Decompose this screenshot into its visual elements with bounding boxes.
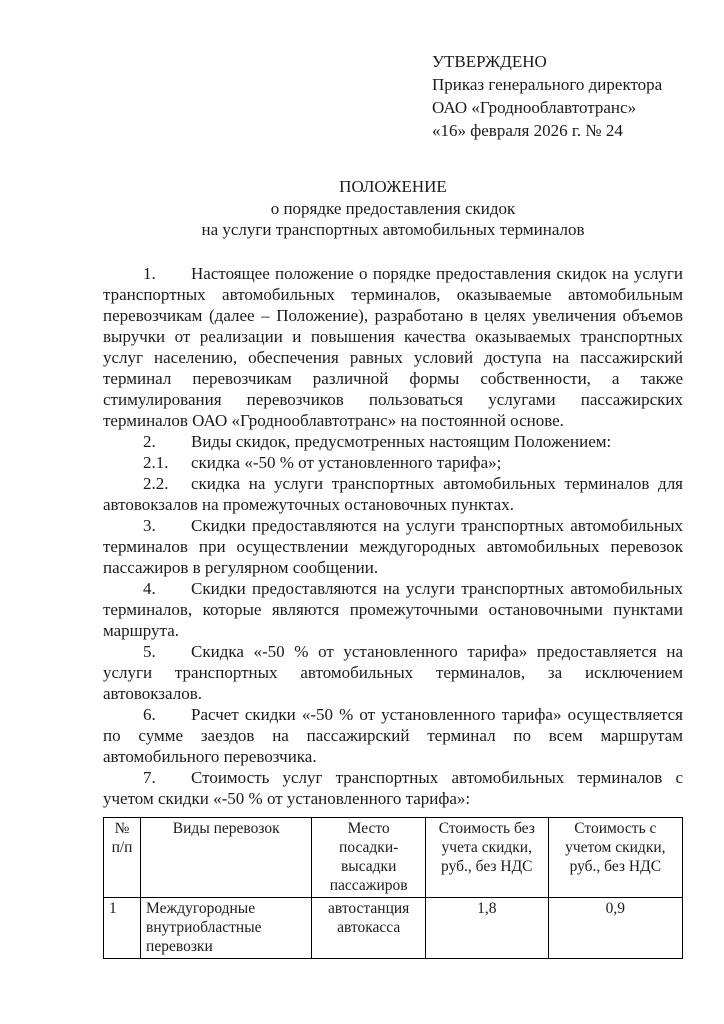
approval-line: ОАО «Гроднооблавтотранс» <box>432 98 637 117</box>
paragraph-text: Настоящее положение о порядке предоставления скидок на услуги транспортных автомобильных терминалов, оказываемые автомобильным перевозчикам (далее – Положение), разработано в целях увеличения объемов выручки от реализации и повышения качества оказываемых транспортных услуг населению, обеспечения равных условий доступа на пассажирский терминал перевозчикам различной формы собственности, а также стимулирования перевозчиков пользоваться услугами пассажирских терминалов ОАО «Гроднооблавтотранс» на постоянной основе. <box>103 263 683 430</box>
rates-table <box>103 817 683 959</box>
paragraph-text: Виды скидок, предусмотренных настоящим Положением: <box>191 431 612 451</box>
table-cell-number: 1 <box>104 897 141 958</box>
paragraph-text: Скидки предоставляются на услуги транспортных автомобильных терминалов, которые являются промежуточными остановочными пунктами маршрута. <box>103 578 683 640</box>
paragraph-text: Стоимость услуг транспортных автомобильных терминалов с учетом скидки «-50 % от установленного тарифа»: <box>103 767 683 808</box>
approval-line: УТВЕРЖДЕНО <box>432 52 547 71</box>
body-paragraph-1 <box>103 263 683 431</box>
paragraph-text: скидка «-50 % от установленного тарифа»; <box>191 452 502 472</box>
table-header-cell-place: Место посадки-высадки пассажиров <box>312 817 425 897</box>
body-paragraph-4 <box>103 578 683 641</box>
paragraph-text: Скидки предоставляются на услуги транспортных автомобильных терминалов при осуществлении междугородных автомобильных перевозок пассажиров в регулярном сообщении. <box>103 515 683 577</box>
paragraph-number: 6. <box>143 704 156 724</box>
body-paragraph-5 <box>103 641 683 704</box>
paragraph-number: 5. <box>143 641 156 661</box>
body-paragraph-3 <box>103 515 683 578</box>
table-header-cell-number: № п/п <box>104 817 141 897</box>
document-content <box>103 0 683 959</box>
body-paragraph-2-1 <box>103 452 683 473</box>
paragraph-text: Расчет скидки «-50 % от установленного тарифа» осуществляется по сумме заездов на пассажирский терминал по всем маршрутам автомобильного перевозчика. <box>103 704 683 766</box>
table-cell-kind: Междугородные внутриобластные перевозки <box>141 897 312 958</box>
paragraph-text: Скидка «-50 % от установленного тарифа» предоставляется на услуги транспортных автомобильных терминалов, за исключением автовокзалов. <box>103 641 683 703</box>
title-line: о порядке предоставления скидок <box>270 198 516 218</box>
document-title <box>103 176 683 241</box>
table-cell-price-full: 1,8 <box>425 897 548 958</box>
document-body <box>103 263 683 809</box>
body-paragraph-7 <box>103 767 683 809</box>
paragraph-number: 2.2. <box>143 473 169 493</box>
body-paragraph-2-2 <box>103 473 683 515</box>
approval-line: «16» февраля 2026 г. № 24 <box>432 121 623 140</box>
table-cell-place: автостанция автокасса <box>312 897 425 958</box>
table-header-cell-price-discount: Стоимость с учетом скидки, руб., без НДС <box>548 817 682 897</box>
body-paragraph-2 <box>103 431 683 452</box>
approval-line: Приказ генерального директора <box>432 75 663 94</box>
paragraph-number: 1. <box>143 263 156 283</box>
table-header-cell-kind: Виды перевозок <box>141 817 312 897</box>
paragraph-number: 7. <box>143 767 156 787</box>
title-line: на услуги транспортных автомобильных терминалов <box>201 220 585 239</box>
table-header-cell-price-full: Стоимость без учета скидки, руб., без НДС <box>425 817 548 897</box>
paragraph-number: 2.1. <box>143 452 169 472</box>
paragraph-number: 2. <box>143 431 156 451</box>
body-paragraph-6 <box>103 704 683 767</box>
paragraph-number: 3. <box>143 515 156 535</box>
table-cell-price-discount: 0,9 <box>548 897 682 958</box>
paragraph-number: 4. <box>143 578 156 598</box>
title-line: ПОЛОЖЕНИЕ <box>339 177 447 196</box>
table-header-row <box>104 817 683 897</box>
table-row <box>104 897 683 958</box>
paragraph-text: скидка на услуги транспортных автомобильных терминалов для автовокзалов на промежуточных остановочных пунктах. <box>103 473 683 514</box>
approval-block <box>432 50 683 142</box>
